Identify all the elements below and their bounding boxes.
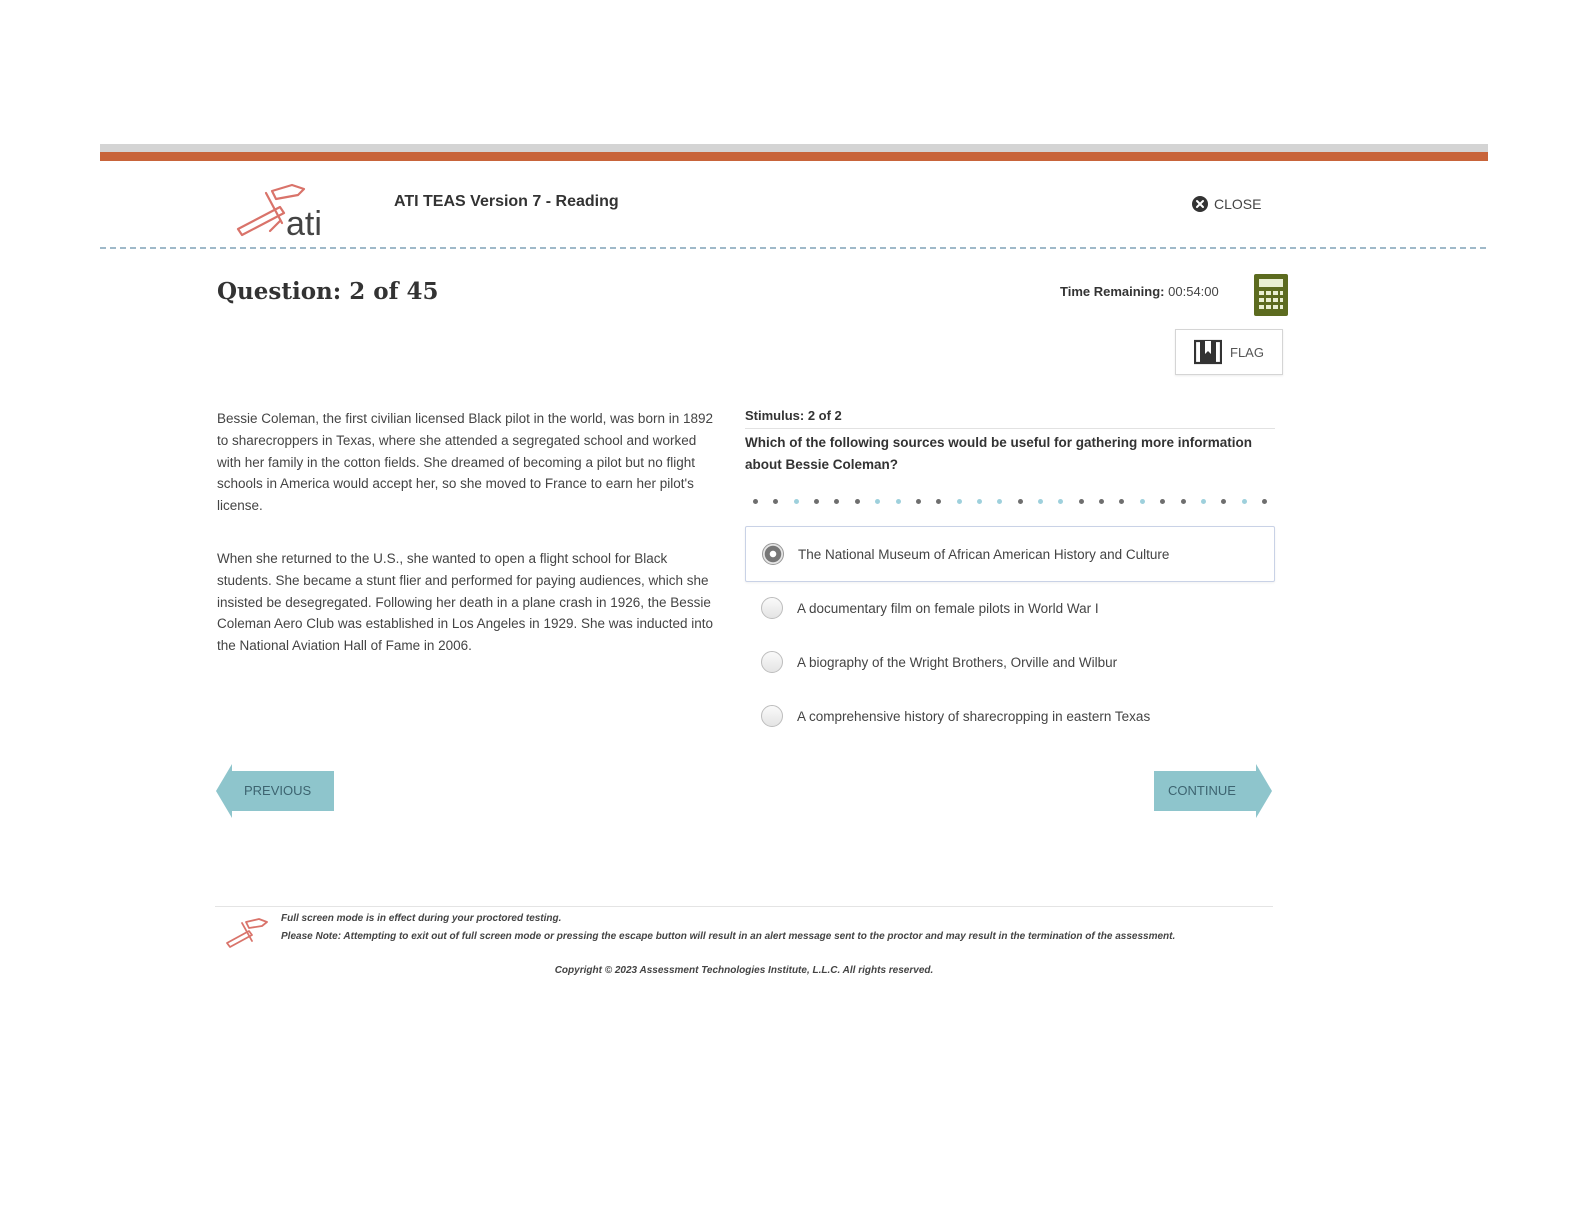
- divider-dot: [916, 499, 921, 504]
- bookmark-flag-icon: [1194, 339, 1222, 365]
- answer-option-4[interactable]: [745, 688, 1275, 744]
- answer-options: [745, 526, 1275, 742]
- flag-button[interactable]: [1175, 329, 1283, 375]
- divider-dot: [936, 499, 941, 504]
- passage-paragraph: Bessie Coleman, the first civilian licensed Black pilot in the world, was born in 1892 to sharecroppers in Texas, where she attended a segregated school and worked with her family in the cotton fields. She dreamed of becoming a pilot but no flight schools in America would accept her, so she moved to France to earn her pilot's license.: [217, 411, 713, 514]
- radio-button[interactable]: [761, 651, 783, 673]
- divider-dot: [834, 499, 839, 504]
- divider-dot: [1099, 499, 1104, 504]
- previous-label: PREVIOUS: [244, 783, 312, 798]
- divider-dot: [875, 499, 880, 504]
- calculator-icon[interactable]: [1254, 274, 1288, 316]
- header-divider: [100, 247, 1488, 249]
- copyright: Copyright © 2023 Assessment Technologies Institute, L.L.C. All rights reserved.: [554, 965, 934, 976]
- answer-option-label: A documentary film on female pilots in World War I: [797, 600, 1099, 616]
- divider-dot: [997, 499, 1002, 504]
- footer: [215, 906, 1273, 976]
- passage-paragraph: When she returned to the U.S., she wanted to open a flight school for Black students. She became a stunt flier and performed for paying audiences, which she insisted be desegregated. Following her death in a plane crash in 1926, the Bessie Coleman Aero Club was established in Los Angeles in 1929. She was inducted into the National Aviation Hall of Fame in 2006.: [217, 550, 714, 654]
- divider-dot: [1119, 499, 1124, 504]
- answer-option-label: A comprehensive history of sharecropping in eastern Texas: [797, 708, 1151, 724]
- ati-logo: [232, 179, 342, 241]
- divider-dot: [977, 499, 982, 504]
- stimulus-counter: Stimulus: 2 of 2: [745, 408, 1275, 429]
- answer-option-label: A biography of the Wright Brothers, Orville and Wilbur: [797, 654, 1118, 670]
- dotted-divider: [745, 499, 1275, 504]
- top-bar-grey: [100, 144, 1488, 152]
- escape-warning: Please Note: Attempting to exit out of full screen mode or pressing the escape button will result in an alert message sent to the proctor and may result in the termination of the assessment.: [281, 931, 1176, 942]
- radio-button-selected[interactable]: [762, 543, 784, 565]
- previous-button[interactable]: [216, 764, 336, 818]
- radio-button[interactable]: [761, 705, 783, 727]
- svg-text:ati: ati: [286, 205, 322, 241]
- header: [100, 161, 1488, 247]
- divider-dot: [1058, 499, 1063, 504]
- test-window: [100, 144, 1488, 976]
- answer-option-label: The National Museum of African American History and Culture: [798, 546, 1170, 562]
- continue-button[interactable]: [1152, 764, 1272, 818]
- divider-dot: [814, 499, 819, 504]
- divider-dot: [1018, 499, 1023, 504]
- close-button[interactable]: [1192, 196, 1261, 212]
- divider-dot: [1140, 499, 1145, 504]
- time-remaining-label: Time Remaining:: [1060, 284, 1165, 299]
- divider-dot: [1242, 499, 1247, 504]
- close-icon: [1192, 196, 1208, 212]
- divider-dot: [957, 499, 962, 504]
- divider-dot: [1038, 499, 1043, 504]
- answer-option-3[interactable]: [745, 634, 1275, 690]
- divider-dot: [753, 499, 758, 504]
- ati-footer-logo: [225, 917, 271, 951]
- time-remaining-value: 00:54:00: [1168, 284, 1219, 299]
- flag-label: FLAG: [1230, 344, 1264, 360]
- divider-dot: [773, 499, 778, 504]
- fullscreen-notice: Full screen mode is in effect during your proctored testing.: [281, 913, 562, 924]
- divider-dot: [896, 499, 901, 504]
- divider-dot: [1079, 499, 1084, 504]
- divider-dot: [1262, 499, 1267, 504]
- divider-dot: [1160, 499, 1165, 504]
- app-title: ATI TEAS Version 7 - Reading: [394, 193, 619, 210]
- reading-passage: [217, 408, 717, 688]
- question-counter: Question: 2 of 45: [217, 278, 439, 305]
- divider-dot: [855, 499, 860, 504]
- top-bar-accent: [100, 152, 1488, 161]
- time-remaining: [1060, 284, 1219, 299]
- answer-option-1[interactable]: [745, 526, 1275, 582]
- divider-dot: [1201, 499, 1206, 504]
- divider-dot: [1181, 499, 1186, 504]
- divider-dot: [1221, 499, 1226, 504]
- stimulus-panel: [745, 408, 1275, 504]
- divider-dot: [794, 499, 799, 504]
- continue-label: CONTINUE: [1168, 783, 1236, 798]
- radio-button[interactable]: [761, 597, 783, 619]
- close-label: CLOSE: [1214, 196, 1262, 212]
- answer-option-2[interactable]: [745, 580, 1275, 636]
- question-prompt: Which of the following sources would be useful for gathering more information about Bessie Coleman?: [745, 435, 1253, 472]
